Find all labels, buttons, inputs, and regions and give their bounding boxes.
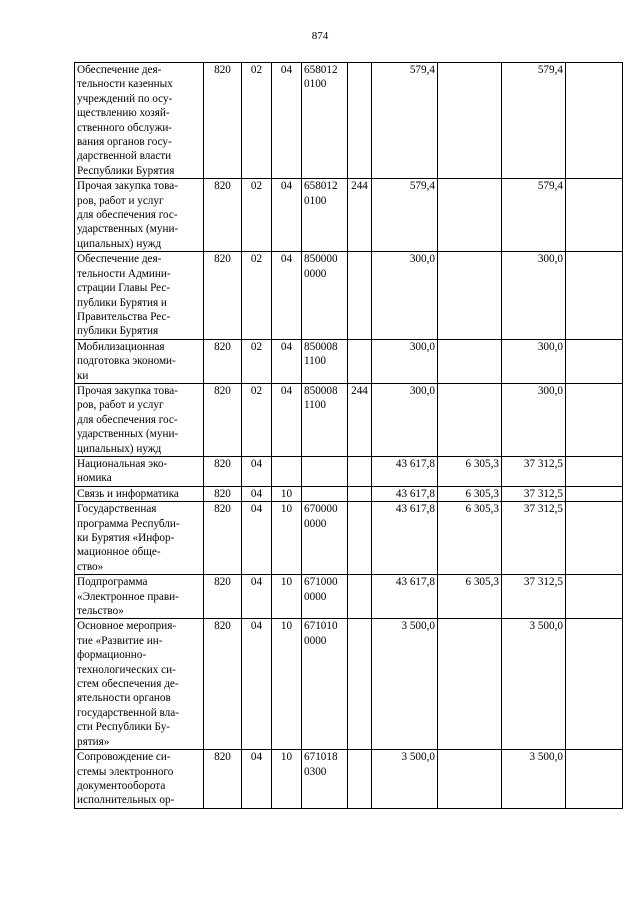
expense-type-code [348,575,372,619]
target-article-code: 850008 1100 [302,383,348,456]
ved-code: 820 [204,339,242,383]
republic-amount: 300,0 [502,339,566,383]
ved-code: 820 [204,575,242,619]
total-amount: 579,4 [372,179,438,252]
extra-amount [566,63,623,179]
section-code: 04 [242,619,272,750]
row-name: Национальная эко- номика [75,456,204,486]
budget-table [74,62,623,809]
federal-amount [438,179,502,252]
subsection-code: 10 [272,575,302,619]
ved-code: 820 [204,252,242,339]
ved-code: 820 [204,63,242,179]
section-code: 02 [242,252,272,339]
ved-code: 820 [204,486,242,501]
extra-amount [566,383,623,456]
federal-amount: 6 305,3 [438,456,502,486]
target-article-code [302,456,348,486]
section-code: 04 [242,575,272,619]
republic-amount: 300,0 [502,252,566,339]
republic-amount: 579,4 [502,179,566,252]
republic-amount: 300,0 [502,383,566,456]
total-amount: 300,0 [372,383,438,456]
ved-code: 820 [204,502,242,575]
row-name: Государственная программа Республи- ки Бурятия «Инфор- мационное обще- ство» [75,502,204,575]
expense-type-code [348,619,372,750]
target-article-code: 670000 0000 [302,502,348,575]
federal-amount [438,252,502,339]
table-row [75,575,623,619]
section-code: 02 [242,179,272,252]
expense-type-code [348,63,372,179]
page-number: 874 [311,30,329,42]
subsection-code: 04 [272,179,302,252]
table-row [75,63,623,179]
section-code: 02 [242,63,272,179]
subsection-code: 10 [272,750,302,809]
row-name: Связь и информатика [75,486,204,501]
total-amount: 43 617,8 [372,575,438,619]
ved-code: 820 [204,383,242,456]
subsection-code: 04 [272,63,302,179]
expense-type-code: 244 [348,179,372,252]
row-name: Подпрограмма «Электронное прави- тельство» [75,575,204,619]
expense-type-code [348,252,372,339]
extra-amount [566,502,623,575]
subsection-code [272,456,302,486]
table-row [75,179,623,252]
section-code: 04 [242,486,272,501]
extra-amount [566,486,623,501]
section-code: 04 [242,502,272,575]
row-name: Мобилизационная подготовка экономи- ки [75,339,204,383]
republic-amount: 37 312,5 [502,502,566,575]
target-article-code [302,486,348,501]
table-row [75,456,623,486]
subsection-code: 10 [272,502,302,575]
row-name: Обеспечение дея- тельности Админи- страции Главы Рес- публики Бурятия и Правительства Рес- публики Бурятия [75,252,204,339]
expense-type-code [348,486,372,501]
federal-amount [438,750,502,809]
table-row [75,339,623,383]
ved-code: 820 [204,750,242,809]
expense-type-code [348,750,372,809]
row-name: Обеспечение дея- тельности казенных учреждений по осу- ществлению хозяй- ственного обслужи- вания органов госу- дарственной власти Республики Бурятия [75,63,204,179]
total-amount: 579,4 [372,63,438,179]
target-article-code: 850008 1100 [302,339,348,383]
table-row [75,750,623,809]
target-article-code: 850000 0000 [302,252,348,339]
target-article-code: 658012 0100 [302,179,348,252]
subsection-code: 04 [272,252,302,339]
extra-amount [566,575,623,619]
total-amount: 300,0 [372,252,438,339]
expense-type-code [348,456,372,486]
republic-amount: 37 312,5 [502,456,566,486]
target-article-code: 671018 0300 [302,750,348,809]
table-row [75,383,623,456]
total-amount: 43 617,8 [372,486,438,501]
row-name: Прочая закупка това- ров, работ и услуг для обеспечения гос- ударственных (муни- ципальных) нужд [75,179,204,252]
federal-amount: 6 305,3 [438,486,502,501]
table-row [75,252,623,339]
total-amount: 3 500,0 [372,750,438,809]
ved-code: 820 [204,179,242,252]
extra-amount [566,619,623,750]
section-code: 04 [242,456,272,486]
total-amount: 3 500,0 [372,619,438,750]
subsection-code: 04 [272,339,302,383]
total-amount: 43 617,8 [372,502,438,575]
republic-amount: 3 500,0 [502,619,566,750]
republic-amount: 3 500,0 [502,750,566,809]
federal-amount: 6 305,3 [438,502,502,575]
table-row [75,486,623,501]
extra-amount [566,179,623,252]
target-article-code: 658012 0100 [302,63,348,179]
subsection-code: 04 [272,383,302,456]
row-name: Прочая закупка това- ров, работ и услуг для обеспечения гос- ударственных (муни- ципальных) нужд [75,383,204,456]
extra-amount [566,339,623,383]
section-code: 02 [242,383,272,456]
section-code: 02 [242,339,272,383]
target-article-code: 671010 0000 [302,619,348,750]
republic-amount: 37 312,5 [502,575,566,619]
row-name: Основное мероприя- тие «Развитие ин- формационно- технологических си- стем обеспечения де- ятельности органов государственной вла- сти Республики Бу- рятия» [75,619,204,750]
ved-code: 820 [204,456,242,486]
federal-amount: 6 305,3 [438,575,502,619]
total-amount: 300,0 [372,339,438,383]
extra-amount [566,252,623,339]
federal-amount [438,619,502,750]
expense-type-code: 244 [348,383,372,456]
federal-amount [438,339,502,383]
row-name: Сопровождение си- стемы электронного документооборота исполнительных ор- [75,750,204,809]
section-code: 04 [242,750,272,809]
expense-type-code [348,502,372,575]
extra-amount [566,456,623,486]
ved-code: 820 [204,619,242,750]
republic-amount: 37 312,5 [502,486,566,501]
subsection-code: 10 [272,486,302,501]
extra-amount [566,750,623,809]
table-row [75,619,623,750]
total-amount: 43 617,8 [372,456,438,486]
target-article-code: 671000 0000 [302,575,348,619]
federal-amount [438,383,502,456]
subsection-code: 10 [272,619,302,750]
expense-type-code [348,339,372,383]
table-row [75,502,623,575]
federal-amount [438,63,502,179]
republic-amount: 579,4 [502,63,566,179]
